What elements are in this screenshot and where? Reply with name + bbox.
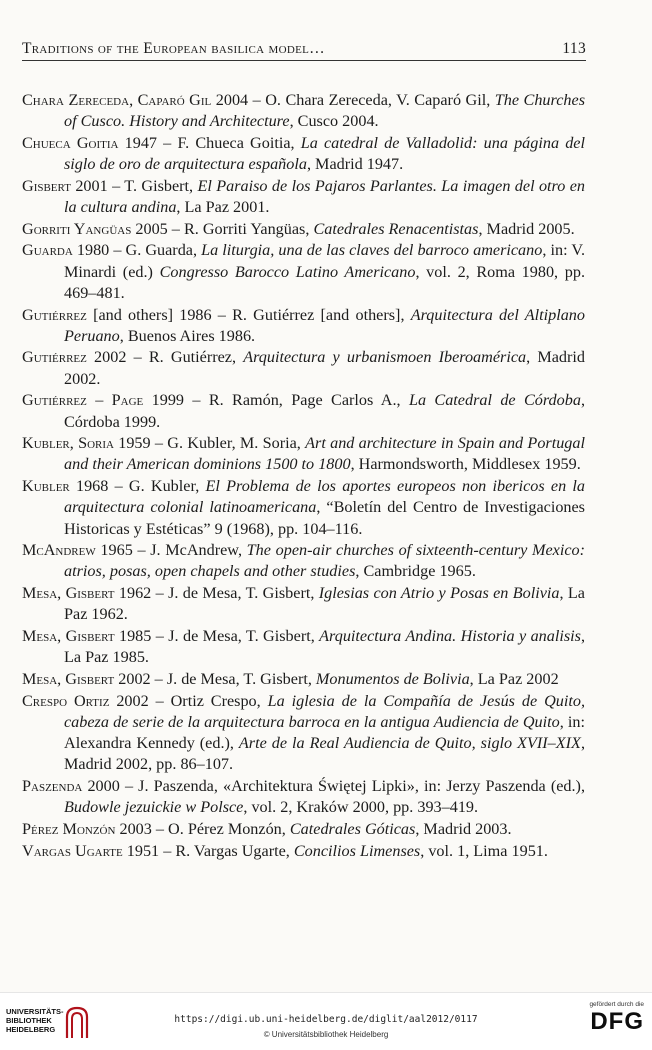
reference-text: , Cusco 2004. <box>289 112 379 131</box>
reference-title: La catedral de Valladolid: una página del siglo de oro de arquitectura española <box>64 133 585 174</box>
reference-text: 2000 – J. Paszenda, «Architektura Świętej Lipki», in: Jerzy Paszenda (ed.), <box>82 777 585 795</box>
reference-author: Gorriti Yangüas <box>22 219 132 238</box>
reference-text: 1959 – G. Kubler, M. Soria, <box>113 434 306 453</box>
reference-text: , Córdoba 1999. <box>64 391 585 431</box>
reference-text: [and others] 1986 – R. Gutiérrez [and others], <box>86 305 411 324</box>
reference-title: Concilios Limenses <box>293 841 421 860</box>
digitization-footer <box>0 992 652 1050</box>
reference-text: 1968 – G. Kubler, <box>69 477 206 496</box>
reference-text: 1962 – J. de Mesa, T. Gisbert, <box>114 584 319 603</box>
reference-author: Gutiérrez – Page <box>22 391 144 410</box>
reference-author: McAndrew <box>22 541 96 560</box>
reference-text: 1947 – F. Chueca Goitia, <box>118 133 301 152</box>
reference-entry <box>22 583 585 625</box>
reference-title: Art and architecture in Spain and Portugal and their American dominions 1500 to 1800 <box>64 434 585 474</box>
reference-author: Paszenda <box>22 777 83 795</box>
reference-text: , Madrid 1947. <box>306 155 404 174</box>
reference-entry <box>22 133 585 175</box>
reference-text: , “Boletín del Centro de Investigaciones Historicas y Estéticas” 9 (1968), pp. 104–116. <box>64 498 585 538</box>
running-head <box>22 40 586 61</box>
reference-text: , La Paz 1985. <box>64 627 585 667</box>
reference-entry <box>22 540 585 582</box>
reference-author: Chueca Goitia <box>22 133 119 152</box>
dfg-wordmark: DFG <box>590 1008 644 1035</box>
reference-title: Arte de la Real Audiencia de Quito, siglo XVII–XIX <box>238 734 581 753</box>
reference-text: , Madrid 2005. <box>478 219 575 238</box>
reference-author: Mesa, Gisbert <box>22 669 115 688</box>
reference-text: , Buenos Aires 1986. <box>119 326 256 345</box>
copyright-notice: © Universitätsbibliothek Heidelberg <box>263 1030 389 1039</box>
reference-entry <box>22 305 585 347</box>
reference-author: Kubler <box>22 477 70 496</box>
reference-title: El Paraiso de los Pajaros Parlantes. La imagen del otro en la cultura andina <box>64 176 586 217</box>
reference-text: 1951 – R. Vargas Ugarte, <box>122 841 294 860</box>
reference-author: Guarda <box>22 241 73 260</box>
reference-text: , Madrid 2002. <box>64 348 585 388</box>
reference-title: The open-air churches of sixteenth-century Mexico: atrios, posas, open chapels and other studies <box>64 541 585 581</box>
reference-text: 1965 – J. McAndrew, <box>95 541 247 560</box>
reference-author: Mesa, Gisbert <box>22 627 115 646</box>
reference-entry <box>22 90 585 132</box>
reference-title: The Churches of Cusco. History and Architecture <box>64 91 585 131</box>
reference-title: La liturgia, una de las claves del barroco americano <box>201 241 543 260</box>
reference-entry <box>22 219 585 240</box>
reference-text: , La Paz 2002 <box>469 669 559 688</box>
reference-author: Chara Zereceda, Caparó Gil <box>22 91 212 109</box>
reference-text: 2002 – Ortiz Crespo, <box>109 691 268 710</box>
source-url-link[interactable]: https://digi.ub.uni-heidelberg.de/diglit/aal2012/0117 <box>174 1014 478 1025</box>
reference-text: 2005 – R. Gorriti Yangüas, <box>131 219 314 238</box>
reference-text: , Madrid 2003. <box>415 819 512 838</box>
reference-entry <box>22 390 585 432</box>
reference-title: Budowle jezuickie w Polsce <box>64 798 244 817</box>
reference-text: , Madrid 2002, pp. 86–107. <box>64 734 585 774</box>
reference-text: , Cambridge 1965. <box>355 562 476 581</box>
reference-entry <box>22 240 585 304</box>
reference-author: Gutiérrez <box>22 305 87 324</box>
reference-title: Catedrales Góticas <box>289 819 416 838</box>
reference-author: Pérez Monzón <box>22 819 116 838</box>
reference-author: Vargas Ugarte <box>22 841 123 860</box>
reference-title: Arquitectura del Altiplano Peruano <box>64 305 585 345</box>
reference-text: 2004 – O. Chara Zereceda, V. Caparó Gil, <box>211 91 495 109</box>
reference-author: Crespo Ortiz <box>22 691 110 710</box>
reference-title: Arquitectura Andina. Historia y analisis <box>319 627 581 646</box>
reference-text: , in: V. Minardi (ed.) <box>64 241 585 281</box>
reference-text: , La Paz 2001. <box>176 198 270 217</box>
reference-author: Kubler, Soria <box>22 434 114 453</box>
page-number: 113 <box>562 40 586 57</box>
reference-title: Congresso Barocco Latino Americano <box>159 262 416 281</box>
reference-entry <box>22 691 585 776</box>
reference-author: Gisbert <box>22 176 71 195</box>
reference-entry <box>22 347 585 389</box>
reference-title: Iglesias con Atrio y Posas en Bolivia <box>318 584 560 603</box>
reference-text: 1985 – J. de Mesa, T. Gisbert, <box>114 627 320 646</box>
dfg-logo[interactable] <box>574 1001 644 1043</box>
running-head-title: Traditions of the European basilica model… <box>22 40 325 57</box>
reference-entry <box>22 669 585 690</box>
reference-entry <box>22 476 585 540</box>
reference-entry <box>22 776 585 818</box>
reference-author: Mesa, Gisbert <box>22 584 115 603</box>
reference-title: La Catedral de Córdoba <box>408 391 581 410</box>
bibliography-list <box>22 90 585 862</box>
reference-text: 1980 – G. Guarda, <box>72 241 202 260</box>
reference-text: , vol. 2, Kraków 2000, pp. 393–419. <box>243 798 479 817</box>
reference-entry <box>22 626 585 668</box>
reference-title: Monumentos de Bolivia <box>315 669 470 688</box>
reference-title: La iglesia de la Compañía de Jesús de Quito, cabeza de serie de la arquitectura barroca en la antigua Audiencia de Quito <box>64 691 585 731</box>
library-name: UNIVERSITÄTS- BIBLIOTHEK HEIDELBERG <box>6 1007 64 1034</box>
reference-author: Gutiérrez <box>22 348 87 367</box>
funding-label: gefördert durch die <box>589 1001 644 1008</box>
reference-entry <box>22 819 585 840</box>
reference-title: Catedrales Renacentistas <box>313 219 479 238</box>
reference-text: 1999 – R. Ramón, Page Carlos A., <box>143 391 409 410</box>
reference-text: 2002 – R. Gutiérrez, <box>86 348 244 367</box>
reference-text: , La Paz 1962. <box>64 584 585 624</box>
reference-entry <box>22 176 585 218</box>
reference-title: Arquitectura y urbanismoen Iberoamérica <box>243 348 527 367</box>
reference-text: , vol. 1, Lima 1951. <box>420 841 548 860</box>
reference-text: , vol. 2, Roma 1980, pp. 469–481. <box>64 262 585 302</box>
reference-entry <box>22 841 585 862</box>
reference-text: , Harmondsworth, Middlesex 1959. <box>350 455 581 474</box>
reference-text: 2003 – O. Pérez Monzón, <box>115 819 290 838</box>
reference-text: 2001 – T. Gisbert, <box>70 176 198 195</box>
reference-text: , in: Alexandra Kennedy (ed.), <box>64 712 585 753</box>
reference-entry <box>22 433 585 475</box>
reference-title: El Problema de los aportes europeos non ibericos en la arquitectura colonial latinoamericana <box>64 477 585 517</box>
reference-text: 2002 – J. de Mesa, T. Gisbert, <box>114 669 316 688</box>
